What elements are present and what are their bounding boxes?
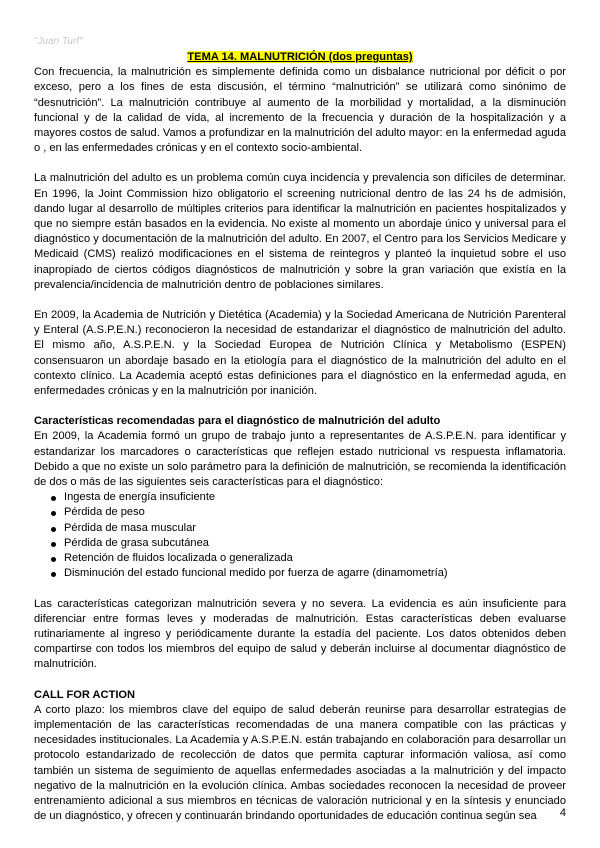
page-title [34,50,566,65]
characteristics-list [34,490,566,581]
list-item: Pérdida de masa muscular [64,521,566,536]
paragraph-intro-1: Con frecuencia, la malnutrición es simplemente definida como un disbalance nutricional por déficit o por exceso, pero a los fines de esta discusión, el término “malnutrición” se utilizará como sinónimo de “desnutrición”. La malnutrición contribuye al aumento de la morbilidad y mortalidad, a la disminución funcional y de la calidad de vida, al incremento de la frecuencia y duración de la hospitalización y a mayores costos de salud. Vamos a profundizar en la malnutrición del adulto mayor: en la enfermedad aguda o , en las enfermedades crónicas y en el contexto socio-ambiental. [34,66,566,155]
spacer [34,156,566,171]
header-watermark: "Juan Turf" [34,36,83,47]
spacer [34,399,566,414]
spacer [34,582,566,597]
paragraph-intro-3: En 2009, la Academia de Nutrición y Dietética (Academia) y la Sociedad Americana de Nutrición Parenteral y Enteral (A.S.P.E.N.) reconocieron la necesidad de estandarizar el diagnóstico de malnutrición del adulto. El mismo año, A.S.P.E.N. y la Sociedad Europea de Nutrición Clínica y Metabolismo (ESPEN) consensuaron un abordaje basado en la etiología para el diagnóstico de la malnutrición del adulto en el contexto clínico. La Academia aceptó estas definiciones para el diagnóstico en la enfermedad aguda, en enfermedades crónicas y en la malnutrición por inanición. [34,309,566,398]
paragraph-characteristics-closing: Las características categorizan malnutrición severa y no severa. La evidencia es aún insuficiente para diferenciar entre formas leves y moderadas de malnutrición. Estas características deben evaluarse rutinariamente al ingreso y periódicamente durante la estadía del paciente. Los datos obtenidos deben compartirse con todos los miembros del equipo de salud y deberán incluirse al documentar diagnóstico de malnutrición. [34,597,566,671]
document-body [34,50,566,824]
section-heading-characteristics: Características recomendadas para el diagnóstico de malnutrición del adulto [34,415,441,428]
paragraph-call-for-action: A corto plazo: los miembros clave del equipo de salud deberán reunirse para desarrollar estrategias de implementación de las características recomendadas de una manera compatible con las prácticas y necesidades institucionales. La Academia y A.S.P.E.N. están trabajando en colaboración para desarrollar un protocolo estandarizado de recolección de datos que permita capturar información valiosa, así como también un sistema de seguimiento de aquellas enfermedades asociadas a la malnutrición y del impacto negativo de la malnutrición en la evolución clínica. Ambas sociedades reconocen la necesidad de proveer entrenamiento adicional a sus miembros en técnicas de valoración nutricional y en la síntesis y enunciado de un diagnóstico, y ofrecen y continuarán brindando oportunidades de educación continua según sea [34,703,566,823]
list-item: Ingesta de energía insuficiente [64,490,566,505]
list-item: Pérdida de grasa subcutánea [64,536,566,551]
paragraph-intro-2: La malnutrición del adulto es un problema común cuya incidencia y prevalencia son difíciles de determinar. En 1996, la Joint Commission hizo obligatorio el screening nutricional dentro de las 24 hs de admisión, dando lugar al desarrollo de múltiples criterios para identificar la malnutrición en pacientes hospitalizados y que no siempre están basados en la evidencia. No existe al momento un abordaje único y universal para el diagnóstico y documentación de la malnutrición del adulto. En 2007, el Centro para los Servicios Medicare y Medicaid (CMS) realizó modificaciones en el sistema de reintegros y planteó la inquietud sobre el uso inapropiado de ciertos códigos diagnósticos de malnutrición y sobre la gran variación que existía en la prevalencia/incidencia de malnutrición dentro de poblaciones similares. [34,172,566,291]
page-number: 4 [559,807,566,819]
list-item: Pérdida de peso [64,505,566,520]
list-item: Disminución del estado funcional medido por fuerza de agarre (dinamometría) [64,566,566,581]
list-item: Retención de fluidos localizada o generalizada [64,551,566,566]
spacer [34,293,566,308]
paragraph-characteristics-intro: En 2009, la Academia formó un grupo de trabajo junto a representantes de A.S.P.E.N. para identificar y estandarizar los marcadores o características que reflejen estado nutricional vs respuesta inflamatoria. Debido a que no existe un solo parámetro para la definición de malnutrición, se recomienda la identificación de dos o más de las siguientes seis características para el diagnóstico: [34,430,566,489]
title-highlight: TEMA 14. MALNUTRICIÓN (dos preguntas) [187,51,413,63]
spacer [34,673,566,688]
section-heading-call-for-action: CALL FOR ACTION [34,688,136,701]
